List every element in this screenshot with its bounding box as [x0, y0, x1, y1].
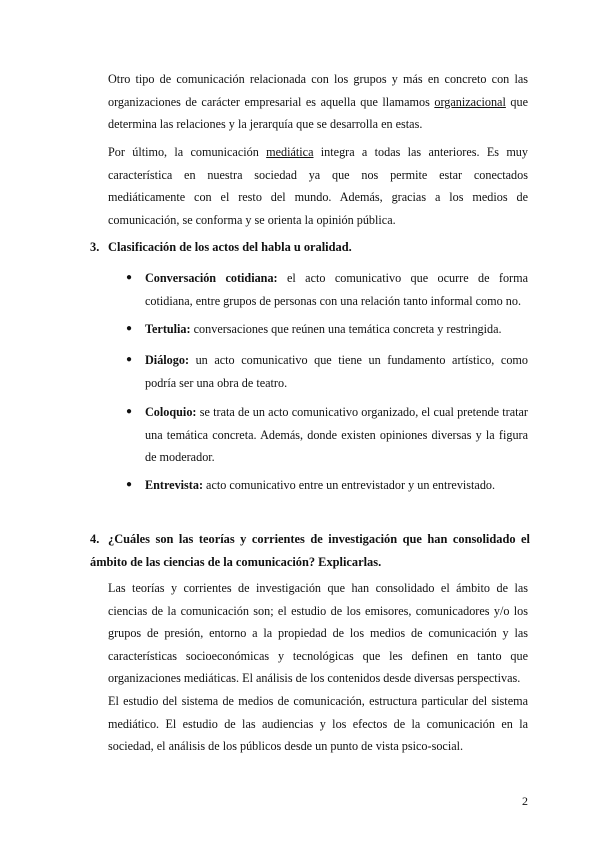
paragraph-text: integra a todas las anteriores. Es muy característica en nuestra sociedad ya que nos permite estar conectados mediáticamente con el resto del mundo. Además, gracias a los medios de comunicación, se conforma y se orienta la opinión pública. — [108, 145, 528, 227]
page-number: 2 — [522, 794, 528, 808]
paragraph-organizational — [108, 68, 528, 136]
bullet-term: Coloquio: — [145, 405, 197, 419]
section-number: 3. — [90, 240, 100, 254]
paragraph-media-system: El estudio del sistema de medios de comunicación, estructura particular del sistema mediático. El estudio de las audiencias y los efectos de la comunicación en la sociedad, el análisis de los públicos desde un punto de vista psico-social. — [108, 694, 528, 753]
bullet-icon: ● — [126, 354, 133, 365]
bullet-icon: ● — [126, 479, 133, 490]
bullet-term: Conversación cotidiana: — [145, 271, 278, 285]
bullet-icon: ● — [126, 406, 133, 417]
list-item — [126, 401, 528, 469]
section-title: ¿Cuáles son las teorías y corrientes de investigación que han consolidado el ámbito de las ciencias de la comunicación? Explicarlas. — [90, 532, 530, 569]
bullet-text: conversaciones que reúnen una temática concreta y restringida. — [190, 322, 502, 336]
bullet-text: acto comunicativo entre un entrevistador y un entrevistado. — [203, 478, 496, 492]
paragraph-mediatic — [108, 141, 528, 231]
bullet-text: se trata de un acto comunicativo organizado, el cual pretende tratar una temática concreta. Además, donde existen opiniones diversas y la figura de moderador. — [145, 405, 528, 464]
paragraph-text: que determina las relaciones y la jerarquía que se desarrolla en estas. — [108, 94, 528, 131]
bullet-text: un acto comunicativo que tiene un fundamento artístico, como podría ser una obra de teatro. — [145, 353, 528, 390]
list-item — [126, 267, 528, 312]
section-number: 4. — [90, 532, 100, 546]
list-item — [126, 474, 528, 497]
bullet-term: Diálogo: — [145, 353, 190, 367]
bullet-icon: ● — [126, 323, 133, 334]
section-title: Clasificación de los actos del habla u oralidad. — [108, 240, 352, 254]
bullet-term: Entrevista: — [145, 478, 203, 492]
bullet-icon: ● — [126, 272, 133, 283]
list-item — [126, 349, 528, 394]
underlined-term: organizacional — [434, 94, 506, 109]
paragraph-theories: Las teorías y corrientes de investigación que han consolidado el ámbito de las ciencias de la comunicación son; el estudio de los emisores, comunicadores y/o los grupos de presión, entorno a la propiedad de los medios de comunicación y las características socioeconómicas y tecnológicas que les definen en tanto que organizaciones mediáticas. El análisis de los contenidos desde diversas perspectivas. — [108, 581, 528, 685]
bullet-text: el acto comunicativo que ocurre de forma cotidiana, entre grupos de personas con una relación tanto informal como no. — [145, 271, 528, 308]
list-item — [126, 318, 528, 341]
section-3-heading — [90, 236, 530, 259]
section-4-heading — [90, 528, 530, 573]
underlined-term: mediática — [266, 145, 314, 159]
paragraph-text: Por último, la comunicación — [108, 145, 267, 159]
paragraph-text: Otro tipo de comunicación relacionada con los grupos y más en concreto con las organizaciones de carácter empresarial es aquella que llamamos — [108, 72, 528, 109]
bullet-term: Tertulia: — [145, 322, 191, 336]
